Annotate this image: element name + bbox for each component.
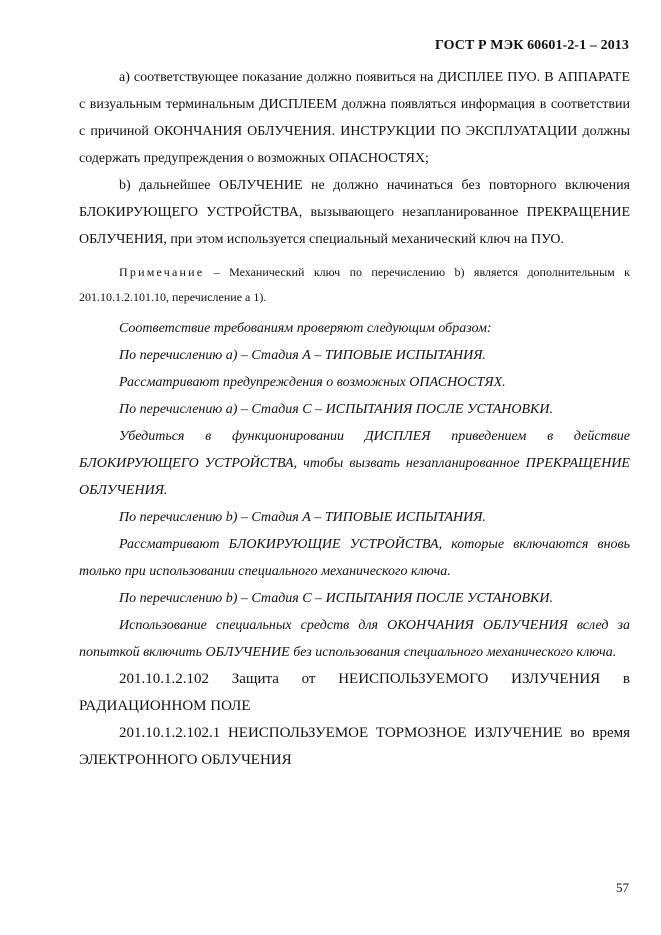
section-heading-102-1: 201.10.1.2.102.1 НЕИСПОЛЬЗУЕМОЕ ТОРМОЗНОЕ ИЗЛУЧЕНИЕ во время ЭЛЕКТРОННОГО ОБЛУЧЕНИЯ — [79, 725, 630, 768]
compliance-a-site: По перечислению а) – Стадия С – ИСПЫТАНИЯ ПОСЛЕ УСТАНОВКИ. — [119, 402, 553, 417]
note-text: – Механический ключ по перечислению b) является дополнительным к 201.10.1.2.101.10, перечисление а 1). — [79, 265, 630, 304]
note — [79, 260, 630, 310]
compliance-a-typical: По перечислению а) – Стадия А – ТИПОВЫЕ ИСПЫТАНИЯ. — [119, 348, 486, 363]
compliance-b-typical-text: Рассматривают БЛОКИРУЮЩИЕ УСТРОЙСТВА, которые включаются вновь только при использовании специального механического ключа. — [79, 537, 630, 579]
compliance-a-typical-text: Рассматривают предупреждения о возможных ОПАСНОСТЯХ. — [119, 375, 506, 390]
compliance-b-site: По перечислению b) – Стадия С – ИСПЫТАНИЯ ПОСЛЕ УСТАНОВКИ. — [119, 591, 553, 606]
page-number: 57 — [616, 880, 629, 895]
section-heading-102: 201.10.1.2.102 Защита от НЕИСПОЛЬЗУЕМОГО ИЗЛУЧЕНИЯ в РАДИАЦИОННОМ ПОЛЕ — [79, 671, 630, 714]
compliance-a-site-text: Убедиться в функционировании ДИСПЛЕЯ приведением в действие БЛОКИРУЮЩЕГО УСТРОЙСТВА, чтобы вызвать незапланированное ПРЕКРАЩЕНИЕ ОБЛУЧЕНИЯ. — [79, 429, 630, 498]
paragraph-a: а) соответствующее показание должно появиться на ДИСПЛЕЕ ПУО. В АППАРАТЕ с визуальным терминальным ДИСПЛЕЕМ должна появляться информация в соответствии с причиной ОКОНЧАНИЯ ОБЛУЧЕНИЯ. ИНСТРУКЦИИ ПО ЭКСПЛУАТАЦИИ должны содержать предупреждения о возможных ОПАСНОСТЯХ; — [79, 70, 630, 166]
paragraph-b: b) дальнейшее ОБЛУЧЕНИЕ не должно начинаться без повторного включения БЛОКИРУЮЩЕГО УСТРОЙСТВА, вызывающего незапланированное ПРЕКРАЩЕНИЕ ОБЛУЧЕНИЯ, при этом используется специальный механический ключ на ПУО. — [79, 178, 630, 247]
standard-header: ГОСТ Р МЭК 60601-2-1 – 2013 — [434, 38, 629, 53]
note-label: Примечание — [119, 265, 205, 279]
compliance-b-typical: По перечислению b) – Стадия А – ТИПОВЫЕ ИСПЫТАНИЯ. — [119, 510, 486, 525]
document-body — [79, 64, 630, 774]
compliance-intro: Соответствие требованиям проверяют следующим образом: — [119, 321, 492, 336]
compliance-b-site-text: Использование специальных средств для ОКОНЧАНИЯ ОБЛУЧЕНИЯ вслед за попыткой включить ОБЛУЧЕНИЕ без использования специального механического ключа. — [79, 618, 630, 660]
